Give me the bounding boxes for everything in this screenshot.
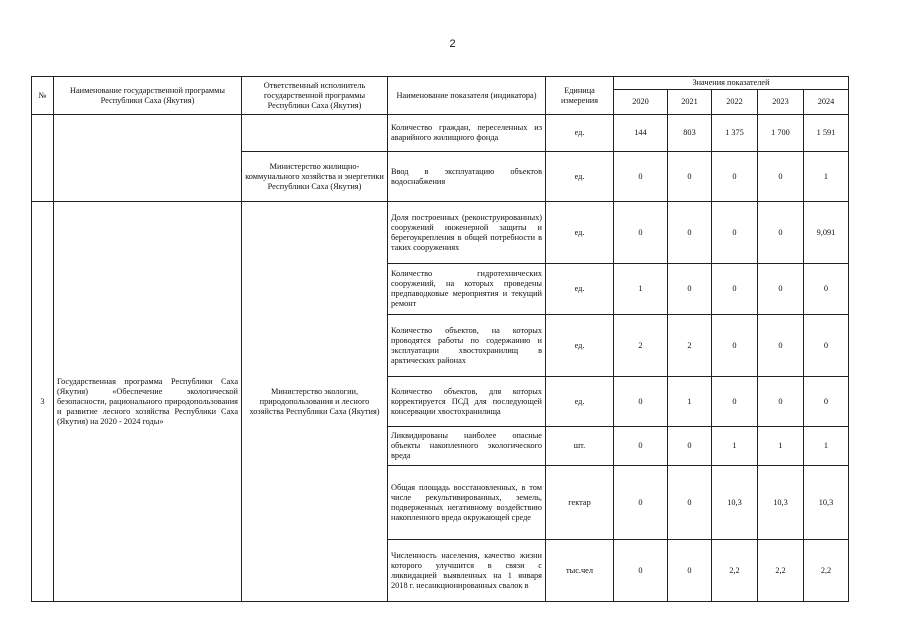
value-cell: 1 — [668, 377, 712, 427]
value-cell: 0 — [614, 427, 668, 466]
value-cell: 9,091 — [804, 202, 849, 264]
value-cell: 0 — [668, 466, 712, 540]
header-program: Наименование государственной программы Республики Саха (Якутия) — [54, 77, 242, 115]
value-cell: 0 — [758, 152, 804, 202]
indicator-cell: Количество объектов, для которых корректируется ПСД для последующей консервации хвостохранилища — [388, 377, 546, 427]
header-year: 2022 — [712, 90, 758, 115]
header-indicator: Наименование показателя (индикатора) — [388, 77, 546, 115]
value-cell: 1 — [712, 427, 758, 466]
indicator-cell: Численность населения, качество жизни которого улучшится в связи с ликвидацией выявленных на 1 января 2018 г. несанкционированных свалок в — [388, 540, 546, 602]
indicator-cell: Количество гидротехнических сооружений, на которых проведены предпаводковые мероприятия и текущий ремонт — [388, 264, 546, 315]
value-cell: 0 — [614, 466, 668, 540]
unit-cell: ед. — [546, 152, 614, 202]
indicators-table — [31, 76, 849, 602]
header-executor: Ответственный исполнитель государственной программы Республики Саха (Якутия) — [242, 77, 388, 115]
row-number: 3 — [32, 202, 54, 602]
value-cell: 0 — [758, 264, 804, 315]
value-cell: 0 — [804, 377, 849, 427]
value-cell: 0 — [758, 202, 804, 264]
value-cell: 10,3 — [804, 466, 849, 540]
unit-cell: шт. — [546, 427, 614, 466]
value-cell: 0 — [668, 264, 712, 315]
value-cell: 1 700 — [758, 115, 804, 152]
value-cell: 1 591 — [804, 115, 849, 152]
indicator-cell: Ликвидированы наиболее опасные объекты накопленного экологического вреда — [388, 427, 546, 466]
value-cell: 2 — [614, 315, 668, 377]
unit-cell: ед. — [546, 264, 614, 315]
table-row — [32, 115, 849, 152]
value-cell: 0 — [668, 202, 712, 264]
value-cell: 0 — [712, 202, 758, 264]
header-values-group: Значения показателей — [614, 77, 849, 90]
page-number: 2 — [449, 38, 456, 50]
value-cell: 0 — [668, 427, 712, 466]
value-cell: 1 — [804, 152, 849, 202]
header-year: 2021 — [668, 90, 712, 115]
value-cell: 0 — [712, 315, 758, 377]
value-cell: 2 — [668, 315, 712, 377]
value-cell: 0 — [712, 377, 758, 427]
executor-cell-empty — [242, 115, 388, 152]
indicator-cell: Ввод в эксплуатацию объектов водоснабжения — [388, 152, 546, 202]
value-cell: 1 — [758, 427, 804, 466]
unit-cell: ед. — [546, 115, 614, 152]
value-cell: 10,3 — [758, 466, 804, 540]
value-cell: 0 — [758, 315, 804, 377]
executor-cell: Министерство экологии, природопользования и лесного хозяйства Республики Саха (Якутия) — [242, 202, 388, 602]
value-cell: 1 375 — [712, 115, 758, 152]
value-cell: 10,3 — [712, 466, 758, 540]
header-year: 2023 — [758, 90, 804, 115]
header-year: 2024 — [804, 90, 849, 115]
program-cell-empty — [54, 115, 242, 202]
unit-cell: гектар — [546, 466, 614, 540]
num-cell-empty — [32, 115, 54, 202]
value-cell: 2,2 — [712, 540, 758, 602]
indicator-cell: Доля построенных (реконструированных) сооружений инженерной защиты и берегоукрепления в общей потребности в таких сооружениях — [388, 202, 546, 264]
indicator-cell: Количество граждан, переселенных из аварийного жилищного фонда — [388, 115, 546, 152]
indicator-cell: Количество объектов, на которых проводятся работы по содержанию и эксплуатации хвостохранилищ в арктических районах — [388, 315, 546, 377]
value-cell: 0 — [668, 540, 712, 602]
value-cell: 1 — [804, 427, 849, 466]
value-cell: 0 — [614, 152, 668, 202]
unit-cell: ед. — [546, 377, 614, 427]
program-name: Государственная программа Республики Саха (Якутия) «Обеспечение экологической безопасности, рационального природопользования и развитие лесного хозяйства Республики Саха (Якутия) на 2020 - 2024 годы» — [54, 202, 242, 602]
header-unit: Единица измерения — [546, 77, 614, 115]
value-cell: 0 — [614, 377, 668, 427]
unit-cell: тыс.чел — [546, 540, 614, 602]
value-cell: 1 — [614, 264, 668, 315]
value-cell: 0 — [804, 264, 849, 315]
value-cell: 0 — [712, 264, 758, 315]
value-cell: 2,2 — [758, 540, 804, 602]
header-num: № — [32, 77, 54, 115]
value-cell: 0 — [614, 540, 668, 602]
indicator-cell: Общая площадь восстановленных, в том числе рекультивированных, земель, подверженных негативному воздействию накопленного вреда окружающей среде — [388, 466, 546, 540]
value-cell: 803 — [668, 115, 712, 152]
value-cell: 0 — [804, 315, 849, 377]
value-cell: 0 — [668, 152, 712, 202]
table-row — [32, 202, 849, 264]
value-cell: 0 — [614, 202, 668, 264]
value-cell: 2,2 — [804, 540, 849, 602]
value-cell: 144 — [614, 115, 668, 152]
unit-cell: ед. — [546, 315, 614, 377]
executor-cell: Министерство жилищно-коммунального хозяйства и энергетики Республики Саха (Якутия) — [242, 152, 388, 202]
unit-cell: ед. — [546, 202, 614, 264]
value-cell: 0 — [712, 152, 758, 202]
value-cell: 0 — [758, 377, 804, 427]
header-year: 2020 — [614, 90, 668, 115]
